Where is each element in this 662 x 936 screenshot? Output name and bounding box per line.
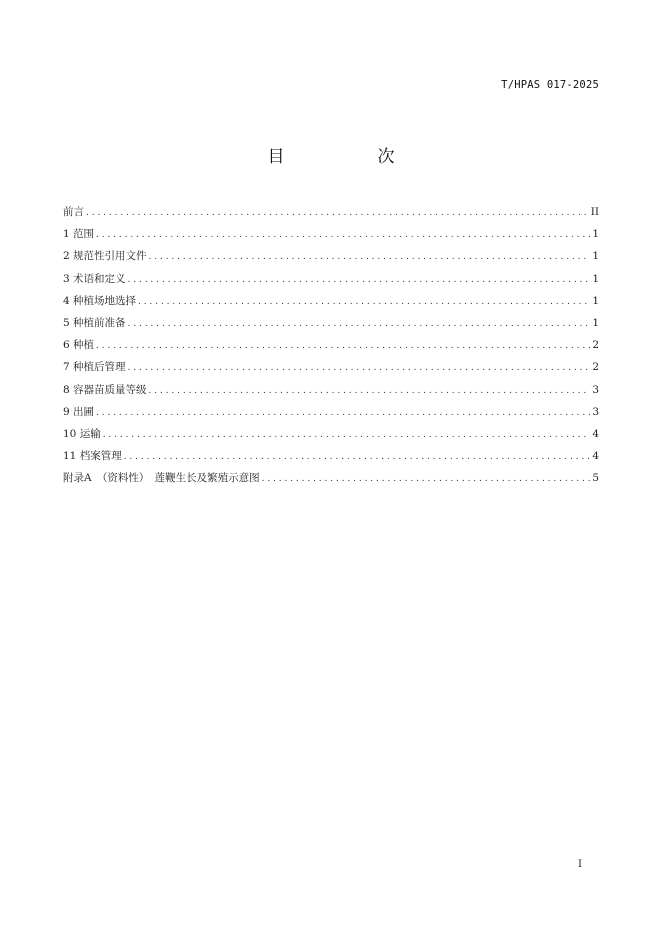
toc-entry[interactable] <box>63 223 599 245</box>
toc-entry[interactable] <box>63 401 599 423</box>
toc-entry-page: 4 <box>592 427 599 440</box>
dot-leader <box>96 402 590 424</box>
toc-entry-page: 1 <box>592 250 599 263</box>
toc-entry[interactable] <box>63 290 599 312</box>
toc-entry-label: 2 规范性引用文件 <box>63 250 147 263</box>
toc-entry-page: 2 <box>592 361 599 374</box>
dot-leader <box>86 202 589 224</box>
toc-entry-label: 3 术语和定义 <box>63 272 126 285</box>
dot-leader <box>128 313 591 335</box>
page-title: 目 次 <box>267 147 433 167</box>
toc-entry-label: 6 种植 <box>63 339 95 352</box>
toc-entry[interactable] <box>63 312 599 334</box>
toc-entry[interactable] <box>63 356 599 378</box>
toc-entry-label: 前言 <box>63 206 84 218</box>
toc-entry-label: 10 运输 <box>63 427 101 440</box>
dot-leader <box>96 335 590 357</box>
toc-entry-label: 8 容器苗质量等级 <box>63 383 147 396</box>
dot-leader <box>128 357 591 379</box>
toc-entry[interactable] <box>63 379 599 401</box>
toc-entry-page: 3 <box>592 383 599 396</box>
toc-entry-page: II <box>590 206 599 218</box>
toc-entry-page: 1 <box>592 272 599 285</box>
dot-leader <box>103 424 591 446</box>
toc-entry-label: 5 种植前准备 <box>63 316 126 329</box>
toc-entry[interactable] <box>63 245 599 267</box>
toc-entry-page: 1 <box>592 294 599 307</box>
dot-leader <box>128 269 591 291</box>
toc-entry-page: 2 <box>592 339 599 352</box>
toc-entry[interactable] <box>63 268 599 290</box>
toc-entry-label: 11 档案管理 <box>63 450 122 463</box>
toc-entry-page: 3 <box>592 405 599 418</box>
dot-leader <box>149 246 591 268</box>
toc-entry-label: 7 种植后管理 <box>63 361 126 374</box>
toc-entry-page: 5 <box>592 472 599 485</box>
toc-entry-page: 1 <box>592 316 599 329</box>
toc-entry-label: 附录A （资料性） 莲鞭生长及繁殖示意图 <box>63 472 260 485</box>
dot-leader <box>138 291 590 313</box>
toc-entry-page: 1 <box>592 228 599 241</box>
toc-entry[interactable] <box>63 201 599 223</box>
toc-entry-page: 4 <box>592 450 599 463</box>
dot-leader <box>96 224 590 246</box>
dot-leader <box>149 380 591 402</box>
toc-entry[interactable] <box>63 423 599 445</box>
page-number: I <box>578 859 582 870</box>
toc-entry[interactable] <box>63 445 599 467</box>
toc-entry[interactable] <box>63 334 599 356</box>
dot-leader <box>124 446 591 468</box>
toc-entry-label: 1 范围 <box>63 228 95 241</box>
toc-entry[interactable] <box>63 467 599 489</box>
dot-leader <box>262 468 591 490</box>
toc-entry-label: 9 出圃 <box>63 405 95 418</box>
toc-entry-label: 4 种植场地选择 <box>63 294 137 307</box>
document-code: T/HPAS 017-2025 <box>501 79 599 91</box>
table-of-contents <box>63 201 599 489</box>
